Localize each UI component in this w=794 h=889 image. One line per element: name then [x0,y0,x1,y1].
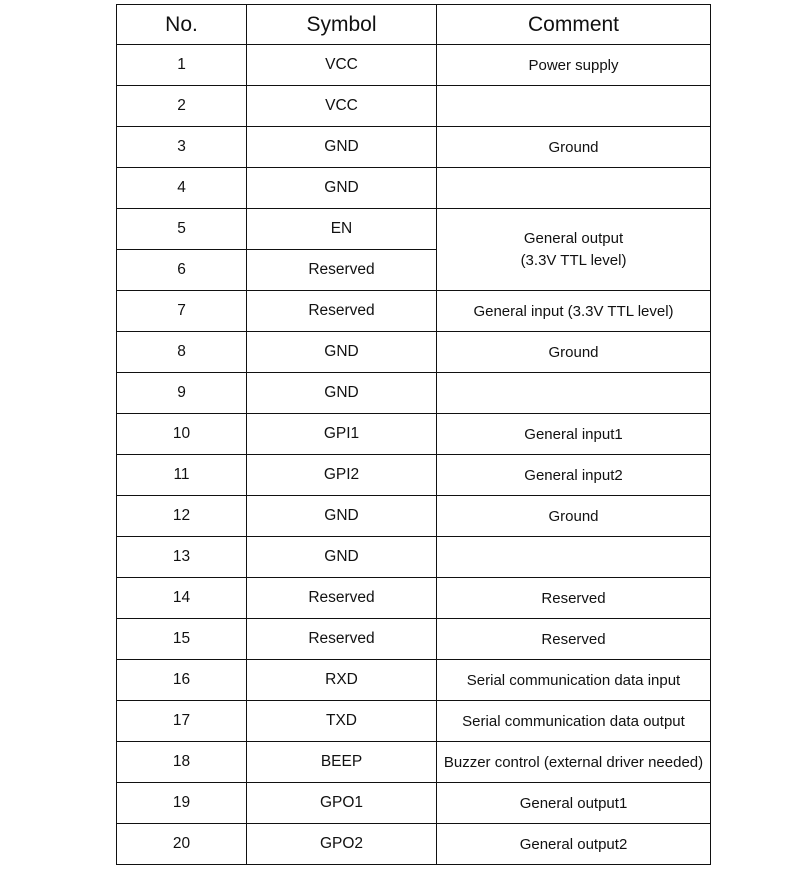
header-comment: Comment [437,5,711,45]
cell-symbol: VCC [247,45,437,86]
cell-comment: General output1 [437,783,711,824]
cell-no: 1 [117,45,247,86]
cell-no: 6 [117,250,247,291]
cell-no: 17 [117,701,247,742]
comment-line-2: (3.3V TTL level) [520,251,627,269]
cell-comment [437,168,711,209]
cell-no: 14 [117,578,247,619]
cell-symbol: GPO1 [247,783,437,824]
cell-no: 5 [117,209,247,250]
table-row [117,455,711,496]
table-row [117,168,711,209]
table-row [117,496,711,537]
comment-line-1: General output [523,229,624,247]
cell-symbol: GND [247,373,437,414]
cell-no: 12 [117,496,247,537]
cell-comment: Reserved [437,619,711,660]
table-header-row [117,5,711,45]
cell-comment: Buzzer control (external driver needed) [437,742,711,783]
cell-comment: General output2 [437,824,711,865]
cell-comment: Serial communication data input [437,660,711,701]
table-row [117,373,711,414]
table-row [117,86,711,127]
cell-comment: Ground [437,127,711,168]
cell-no: 2 [117,86,247,127]
cell-comment: Serial communication data output [437,701,711,742]
cell-no: 9 [117,373,247,414]
table-row [117,45,711,86]
cell-comment: Power supply [437,45,711,86]
cell-no: 10 [117,414,247,455]
cell-symbol: Reserved [247,291,437,332]
cell-symbol: TXD [247,701,437,742]
table-row [117,742,711,783]
table-row [117,537,711,578]
cell-no: 7 [117,291,247,332]
table-row [117,660,711,701]
cell-symbol: GND [247,168,437,209]
cell-symbol: Reserved [247,578,437,619]
cell-comment: Ground [437,332,711,373]
cell-no: 15 [117,619,247,660]
cell-symbol: Reserved [247,250,437,291]
cell-no: 20 [117,824,247,865]
cell-symbol: GND [247,127,437,168]
cell-symbol: VCC [247,86,437,127]
header-symbol: Symbol [247,5,437,45]
header-no: No. [117,5,247,45]
table-row [117,332,711,373]
cell-symbol: BEEP [247,742,437,783]
cell-symbol: GPI1 [247,414,437,455]
table-row [117,414,711,455]
cell-comment-merged [437,209,711,291]
pin-definition-table [116,4,711,865]
cell-comment [437,373,711,414]
cell-comment [437,86,711,127]
cell-no: 11 [117,455,247,496]
cell-no: 19 [117,783,247,824]
cell-comment: General input (3.3V TTL level) [437,291,711,332]
table-row [117,209,711,250]
table-row [117,783,711,824]
cell-symbol: GPI2 [247,455,437,496]
table-row [117,619,711,660]
cell-symbol: GND [247,332,437,373]
cell-symbol: GPO2 [247,824,437,865]
cell-symbol: RXD [247,660,437,701]
cell-no: 18 [117,742,247,783]
cell-no: 3 [117,127,247,168]
table-row [117,127,711,168]
cell-symbol: EN [247,209,437,250]
cell-comment: General input1 [437,414,711,455]
table-row [117,701,711,742]
cell-comment: Ground [437,496,711,537]
cell-symbol: Reserved [247,619,437,660]
table-row [117,291,711,332]
cell-no: 8 [117,332,247,373]
cell-comment: Reserved [437,578,711,619]
table-row [117,824,711,865]
table-row [117,578,711,619]
cell-comment [437,537,711,578]
cell-no: 16 [117,660,247,701]
cell-no: 13 [117,537,247,578]
cell-comment: General input2 [437,455,711,496]
cell-no: 4 [117,168,247,209]
cell-symbol: GND [247,496,437,537]
cell-symbol: GND [247,537,437,578]
